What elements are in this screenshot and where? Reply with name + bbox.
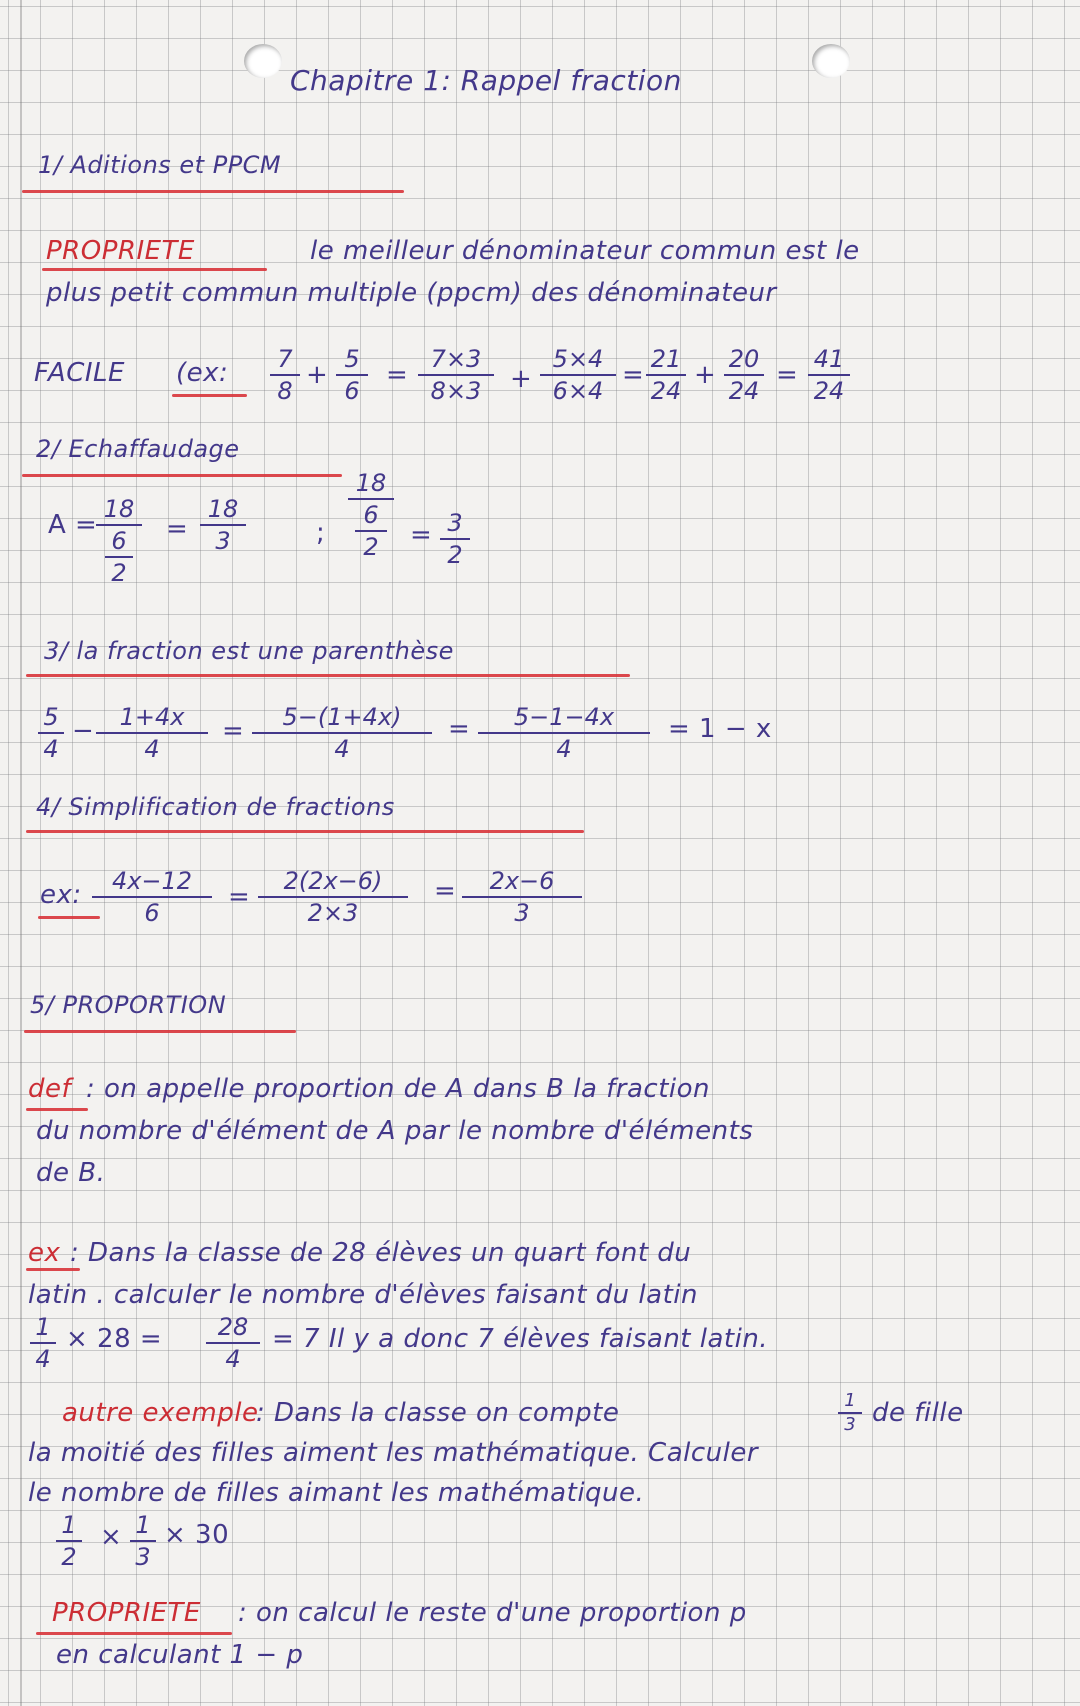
s4-equals-2: = [434, 876, 456, 906]
s5-prop-line2: en calculant 1 − p [56, 1640, 304, 1670]
s5-autre-label: autre exemple [62, 1398, 259, 1428]
s5-def-line1: : on appelle proportion de A dans B la fraction [86, 1074, 711, 1104]
s5-calc-mid: × 28 = [66, 1324, 163, 1354]
s2-result-fraction-1: 18 3 [200, 496, 246, 554]
s1-property-underline [42, 268, 267, 271]
s5-calc2-fraction-2: 1 3 [130, 1512, 156, 1570]
s4-fraction-3: 2x−6 3 [462, 868, 582, 926]
binder-hole-left [244, 44, 282, 78]
s3-fraction-4: 5−1−4x 4 [478, 704, 650, 762]
s1-equals-3: = [776, 360, 798, 390]
section-5-underline [24, 1030, 296, 1033]
s1-plus-2: + [510, 364, 532, 394]
s1-ex-underline [172, 394, 247, 397]
s3-equals-1: = [222, 716, 244, 746]
s2-equals-2: = [410, 520, 432, 550]
s5-prop-label: PROPRIETE [52, 1598, 201, 1628]
s3-fraction-2: 1+4x 4 [96, 704, 208, 762]
s5-calc-fraction-2: 28 4 [206, 1314, 260, 1372]
s4-ex-underline [38, 916, 100, 919]
s3-fraction-1: 5 4 [38, 704, 64, 762]
s3-result: = 1 − x [668, 714, 772, 744]
section-5-heading: 5/ PROPORTION [30, 991, 227, 1019]
s5-autre-line1b: de fille [872, 1398, 964, 1428]
s5-autre-fraction: 1 3 [838, 1392, 862, 1434]
s5-ex-line1: : Dans la classe de 28 élèves un quart font du [70, 1238, 692, 1268]
s1-fraction-7: 41 24 [808, 346, 850, 404]
s2-separator: ; [316, 518, 325, 548]
s5-def-label: def [28, 1074, 72, 1104]
s5-prop-underline [36, 1632, 232, 1635]
s4-equals-1: = [228, 882, 250, 912]
s5-calc2-end: × 30 [164, 1520, 230, 1550]
s5-calc-fraction-1: 1 4 [30, 1314, 56, 1372]
s1-fraction-6: 20 24 [724, 346, 764, 404]
s1-plus-1: + [306, 360, 328, 390]
s5-ex-underline [26, 1268, 80, 1271]
s4-fraction-1: 4x−12 6 [92, 868, 212, 926]
s1-fraction-4: 5×4 6×4 [540, 346, 616, 404]
s3-fraction-3: 5−(1+4x) 4 [252, 704, 432, 762]
section-2-underline [22, 474, 342, 477]
s5-def-line2: du nombre d'élément de A par le nombre d'éléments [36, 1116, 754, 1146]
s5-def-line3: de B. [36, 1158, 106, 1188]
section-4-underline [26, 830, 584, 833]
s1-fraction-5: 21 24 [646, 346, 686, 404]
s2-stacked-fraction-a: 18 6 2 [96, 496, 142, 586]
section-3-underline [26, 674, 630, 677]
s5-calc-end: = 7 Il y a donc 7 élèves faisant latin. [272, 1324, 769, 1354]
s1-ex-label: (ex: [176, 358, 229, 388]
s5-ex-label: ex [28, 1238, 61, 1268]
s1-property-line2: plus petit commun multiple (ppcm) des dénominateur [46, 278, 777, 308]
s5-autre-line1: : Dans la classe on compte [256, 1398, 620, 1428]
s2-equals-1: = [166, 514, 188, 544]
s5-calc2-times: × [100, 1522, 122, 1552]
section-4-heading: 4/ Simplification de fractions [36, 793, 395, 821]
margin-line [20, 0, 22, 1706]
s1-plus-3: + [694, 360, 716, 390]
s1-fraction-2: 5 6 [336, 346, 368, 404]
s3-minus: − [72, 716, 94, 746]
page-title: Chapitre 1: Rappel fraction [290, 64, 682, 97]
s5-autre-line3: le nombre de filles aimant les mathématique. [28, 1478, 645, 1508]
s5-prop-line1: : on calcul le reste d'une proportion p [238, 1598, 747, 1628]
s5-autre-line2: la moitié des filles aiment les mathématique. Calculer [28, 1438, 759, 1468]
s5-ex-line2: latin . calculer le nombre d'élèves faisant du latin [28, 1280, 698, 1310]
s4-ex-label: ex: [40, 880, 82, 910]
s2-stacked-fraction-b: 18 6 2 [348, 470, 394, 560]
section-1-underline [22, 190, 404, 193]
s5-def-underline [26, 1108, 88, 1111]
section-3-heading: 3/ la fraction est une parenthèse [44, 637, 454, 665]
s4-fraction-2: 2(2x−6) 2×3 [258, 868, 408, 926]
s1-equals-2: = [622, 360, 644, 390]
section-2-heading: 2/ Echaffaudage [36, 435, 240, 463]
s1-fraction-3: 7×3 8×3 [418, 346, 494, 404]
section-1-heading: 1/ Aditions et PPCM [38, 151, 282, 179]
s1-equals-1: = [386, 360, 408, 390]
s1-facile-label: FACILE [34, 358, 125, 388]
s2-a-label: A = [48, 510, 98, 540]
s2-result-fraction-2: 3 2 [440, 510, 470, 568]
s1-property-label: PROPRIETE [46, 236, 195, 266]
s5-calc2-fraction-1: 1 2 [56, 1512, 82, 1570]
s1-property-line1: le meilleur dénominateur commun est le [310, 236, 860, 266]
binder-hole-right [812, 44, 850, 78]
s1-fraction-1: 7 8 [270, 346, 300, 404]
s3-equals-2: = [448, 714, 470, 744]
